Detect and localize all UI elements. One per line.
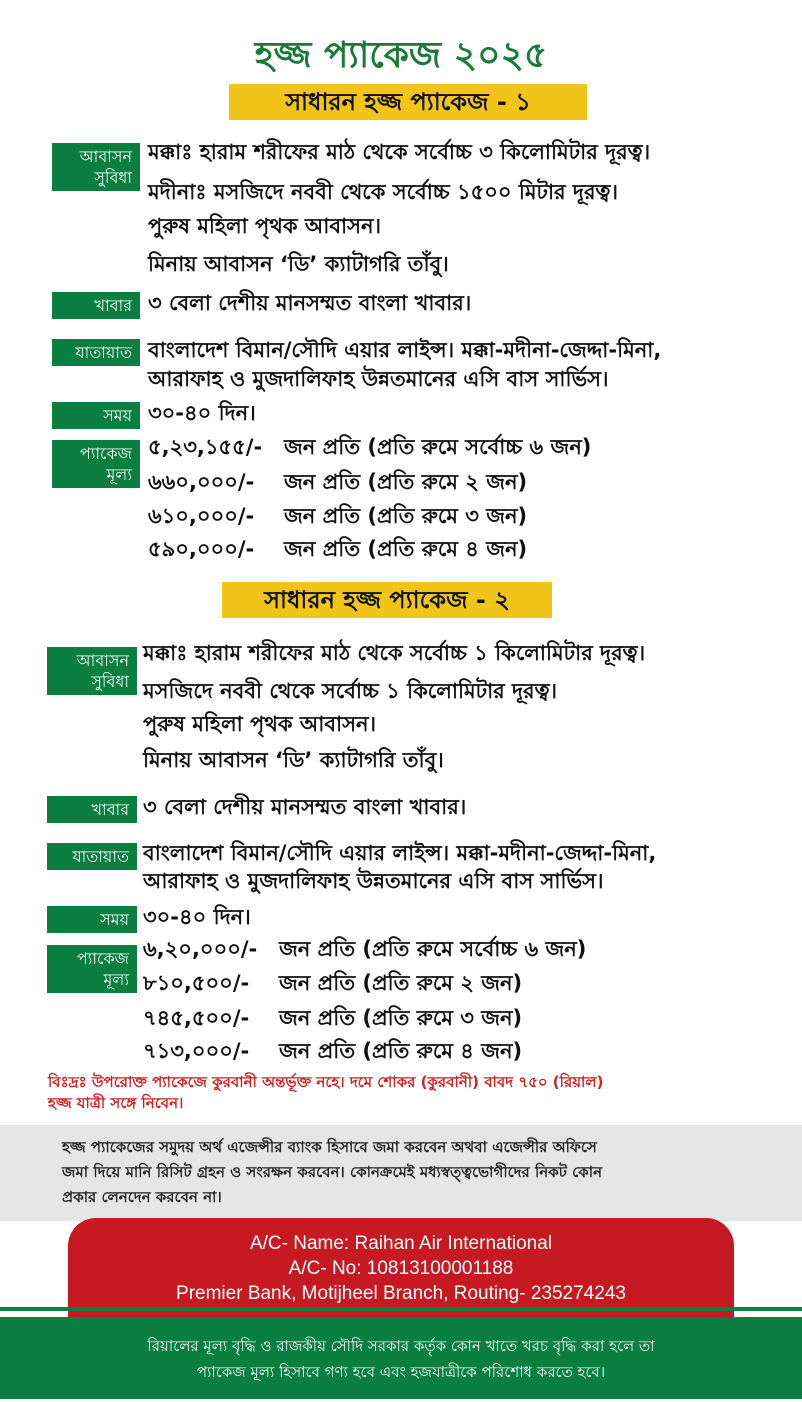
price-desc: জন প্রতি (প্রতি রুমে ৪ জন) <box>279 1039 523 1063</box>
label-line: মূল্য <box>103 970 129 989</box>
package-2-accommodation-line: মিনায় আবাসন ‘ডি’ ক্যাটাগরি তাঁবু। <box>143 748 444 772</box>
package-2-price-label <box>47 945 137 993</box>
label-line: মূল্য <box>106 465 132 484</box>
package-2-accommodation-line: মসজিদে নববী থেকে সর্বোচ্চ ১ কিলোমিটার দূরত্ব। <box>143 679 558 703</box>
bank-branch: Premier Bank, Motijheel Branch, Routing- 235274243 <box>176 1283 626 1304</box>
package-1-price-row <box>148 501 527 531</box>
payment-note-line: জমা দিয়ে মানি রিসিট গ্রহন ও সংরক্ষন করবেন। কোনক্রমেই মধ্যস্বত্ত্বভোগীদের নিকট কোন <box>62 1163 603 1181</box>
footer-divider <box>0 1307 802 1311</box>
package-2-accommodation-line: পুরুষ মহিলা পৃথক আবাসন। <box>143 712 377 736</box>
package-1-heading: সাধারন হজ্জ প্যাকেজ - ১ <box>229 84 587 120</box>
footer-line: রিয়ালের মূল্য বৃদ্ধি ও রাজকীয় সৌদি সরকার কর্তৃক কোন খাতে খরচ বৃদ্ধি করা হলে তা <box>147 1337 655 1355</box>
payment-note-line: প্রকার লেনদেন করবেন না। <box>62 1188 222 1206</box>
package-2-heading: সাধারন হজ্জ প্যাকেজ - ২ <box>222 582 552 618</box>
price-value: ৬১০,০০০/- <box>148 504 255 528</box>
package-2-food-text: ৩ বেলা দেশীয় মানসম্মত বাংলা খাবার। <box>143 795 467 819</box>
price-value: ৭৪৫,৫০০/- <box>143 1006 250 1030</box>
package-1-accommodation-line: মিনায় আবাসন ‘ডি’ ক্যাটাগরি তাঁবু। <box>148 252 449 276</box>
price-value: ৬৬০,০০০/- <box>148 470 255 494</box>
notice <box>48 1072 788 1114</box>
package-2-food-label: খাবার <box>47 796 137 823</box>
footer-line: প্যাকেজ মূল্য হিসাবে গণ্য হবে এবং হজযাত্রীকে পরিশোধ করতে হবে। <box>196 1363 606 1381</box>
price-desc: জন প্রতি (প্রতি রুমে ২ জন) <box>279 971 523 995</box>
package-1-price-row <box>148 467 527 497</box>
page-title: হজ্জ প্যাকেজ ২০২৫ <box>254 35 548 76</box>
package-1-accommodation-line: পুরুষ মহিলা পৃথক আবাসন। <box>148 214 382 238</box>
price-desc: জন প্রতি (প্রতি রুমে ২ জন) <box>284 470 528 494</box>
price-value: ৬,২০,০০০/- <box>143 937 258 961</box>
package-2-duration-text: ৩০-৪০ দিন। <box>143 905 251 929</box>
package-1-food-label: খাবার <box>52 292 140 319</box>
bank-account-name: A/C- Name: Raihan Air International <box>249 1233 553 1254</box>
package-2-transport-line: বাংলাদেশ বিমান/সৌদি এয়ার লাইন্স। মক্কা-মদীনা-জেদ্দা-মিনা, <box>143 841 657 865</box>
price-value: ৭১৩,০০০/- <box>143 1039 250 1063</box>
package-1-transport-line: বাংলাদেশ বিমান/সৌদি এয়ার লাইন্স। মক্কা-মদীনা-জেদ্দা-মিনা, <box>148 338 662 362</box>
label-line: প্যাকেজ <box>79 444 132 463</box>
package-2-transport-label: যাতায়াত <box>47 843 137 870</box>
price-desc: জন প্রতি (প্রতি রুমে ৩ জন) <box>284 504 528 528</box>
package-1-food-text: ৩ বেলা দেশীয় মানসম্মত বাংলা খাবার। <box>148 291 472 315</box>
package-1-price-label <box>52 440 140 488</box>
price-desc: জন প্রতি (প্রতি রুমে ৪ জন) <box>284 537 528 561</box>
package-1-accommodation-line: মদীনাঃ মসজিদে নববী থেকে সর্বোচ্চ ১৫০০ মিটার দূরত্ব। <box>148 180 618 204</box>
label-line: আবাসন <box>76 651 129 670</box>
package-1-transport-line: আরাফাহ ও মুজদালিফাহ উন্নতমানের এসি বাস সার্ভিস। <box>148 367 609 391</box>
price-desc: জন প্রতি (প্রতি রুমে সর্বোচ্চ ৬ জন) <box>284 435 592 459</box>
package-1-accommodation-line: মক্কাঃ হারাম শরীফের মাঠ থেকে সর্বোচ্চ ৩ কিলোমিটার দূরত্ব। <box>148 140 651 164</box>
bank-account-number: A/C- No: 10813100001188 <box>288 1258 514 1279</box>
price-value: ৫৯০,০০০/- <box>148 537 255 561</box>
price-desc: জন প্রতি (প্রতি রুমে ৩ জন) <box>279 1006 523 1030</box>
payment-note-line: হজ্জ প্যাকেজের সমুদয় অর্থ এজেন্সীর ব্যাংক হিসাবে জমা করবেন অথবা এজেন্সীর অফিসে <box>62 1138 597 1156</box>
notice-line: বিঃদ্রঃ উপরোক্ত প্যাকেজে কুরবানী অন্তর্ভূক্ত নহে। দমে শোকর (কুরবানী) বাবদ ৭৫০ (রিয়াল) <box>48 1073 604 1091</box>
label-line: সুবিধা <box>91 672 129 691</box>
package-2-transport-line: আরাফাহ ও মুজদালিফাহ উন্নতমানের এসি বাস সার্ভিস। <box>143 869 604 893</box>
label-line: প্যাকেজ <box>76 949 129 968</box>
price-desc: জন প্রতি (প্রতি রুমে সর্বোচ্চ ৬ জন) <box>279 937 587 961</box>
package-1-price-row <box>148 534 527 564</box>
label-line: আবাসন <box>79 147 132 166</box>
package-2-price-row <box>143 968 522 998</box>
package-1-transport-label: যাতায়াত <box>52 339 140 366</box>
package-2-accommodation-line: মক্কাঃ হারাম শরীফের মাঠ থেকে সর্বোচ্চ ১ কিলোমিটার দূরত্ব। <box>143 641 646 665</box>
package-2-accommodation-label <box>47 647 137 695</box>
package-2-price-row <box>143 1036 522 1066</box>
package-1-accommodation-label <box>52 143 140 191</box>
price-value: ৮১০,৫০০/- <box>143 971 250 995</box>
package-1-duration-text: ৩০-৪০ দিন। <box>148 401 256 425</box>
package-2-price-row <box>143 1003 522 1033</box>
package-1-duration-label: সময় <box>52 402 140 429</box>
package-1-price-row <box>148 432 591 462</box>
notice-line: হজ্জ যাত্রী সঙ্গে নিবেন। <box>48 1094 184 1112</box>
label-line: সুবিধা <box>94 168 132 187</box>
payment-note <box>62 1135 782 1210</box>
price-value: ৫,২৩,১৫৫/- <box>148 435 263 459</box>
package-2-duration-label: সময় <box>47 906 137 933</box>
package-2-price-row <box>143 934 586 964</box>
